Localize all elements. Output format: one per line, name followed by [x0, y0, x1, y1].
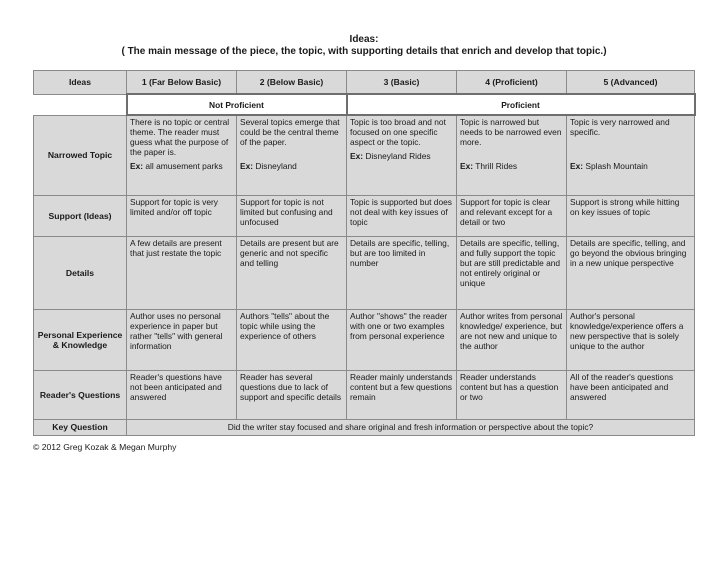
key-question-row: [34, 419, 695, 435]
row-label: Personal Experience & Knowledge: [34, 309, 127, 370]
table-cell: Author writes from personal knowledge/ experience, but are not new and unique to the author: [457, 309, 567, 370]
example-text: Splash Mountain: [583, 161, 648, 171]
key-question-label: Key Question: [34, 419, 127, 435]
table-cell: Details are specific, telling, but are too limited in number: [347, 236, 457, 309]
example: [130, 161, 233, 171]
example-text: Disneyland: [253, 161, 297, 171]
key-question-text: Did the writer stay focused and share original and fresh information or perspective about the topic?: [127, 419, 695, 435]
example-text: all amusement parks: [143, 161, 223, 171]
example: [570, 161, 691, 171]
table-cell: [127, 115, 237, 195]
proficiency-band-row: [34, 94, 695, 115]
column-header: 1 (Far Below Basic): [127, 71, 237, 95]
band-proficient: Proficient: [347, 94, 695, 115]
page-subtitle: ( The main message of the piece, the topic, with supporting details that enrich and develop that topic.): [121, 46, 607, 57]
table-cell: Details are specific, telling, and fully support the topic but are still predictable and not entirely original or unique: [457, 236, 567, 309]
table-cell: Author uses no personal experience in paper but rather "tells" with general information: [127, 309, 237, 370]
cell-text: Several topics emerge that could be the central theme of the paper.: [240, 117, 340, 147]
table-cell: Details are specific, telling, and go beyond the obvious bringing in a new unique perspective: [567, 236, 695, 309]
cell-text: Topic is very narrowed and specific.: [570, 117, 670, 137]
example: [350, 151, 453, 161]
table-row: [34, 370, 695, 419]
rubric-table: [33, 70, 696, 436]
example-prefix: Ex:: [570, 161, 584, 171]
table-cell: Support for topic is very limited and/or off topic: [127, 195, 237, 236]
table-cell: Reader has several questions due to lack of support and specific details: [237, 370, 347, 419]
column-header: 4 (Proficient): [457, 71, 567, 95]
table-cell: Author's personal knowledge/experience offers a new perspective that is solely unique to the author: [567, 309, 695, 370]
table-cell: Author "shows" the reader with one or two examples from personal experience: [347, 309, 457, 370]
row-label: Reader's Questions: [34, 370, 127, 419]
table-cell: [567, 115, 695, 195]
row-label: Narrowed Topic: [34, 115, 127, 195]
table-cell: [347, 115, 457, 195]
row-label: Details: [34, 236, 127, 309]
table-cell: All of the reader's questions have been anticipated and answered: [567, 370, 695, 419]
table-cell: Support for topic is clear and relevant except for a detail or two: [457, 195, 567, 236]
example-prefix: Ex:: [130, 161, 144, 171]
table-cell: Reader mainly understands content but a few questions remain: [347, 370, 457, 419]
band-not-proficient: Not Proficient: [127, 94, 347, 115]
example-prefix: Ex:: [350, 151, 364, 161]
column-header: 3 (Basic): [347, 71, 457, 95]
table-cell: Reader's questions have not been anticipated and answered: [127, 370, 237, 419]
column-header: Ideas: [34, 71, 127, 95]
cell-text: Topic is narrowed but needs to be narrowed even more.: [460, 117, 562, 147]
cell-text: There is no topic or central theme. The reader must guess what the purpose of the paper is.: [130, 117, 230, 157]
table-row: [34, 309, 695, 370]
column-header: 5 (Advanced): [567, 71, 695, 95]
page-title: Ideas:: [349, 34, 379, 45]
example-prefix: Ex:: [460, 161, 474, 171]
table-cell: Support for topic is not limited but confusing and unfocused: [237, 195, 347, 236]
column-header: 2 (Below Basic): [237, 71, 347, 95]
example: [240, 161, 343, 171]
example-text: Thrill Rides: [473, 161, 518, 171]
cell-text: Topic is too broad and not focused on one specific aspect or the topic.: [350, 117, 446, 147]
table-cell: A few details are present that just restate the topic: [127, 236, 237, 309]
table-cell: [237, 115, 347, 195]
table-row: [34, 115, 695, 195]
example: [460, 161, 563, 171]
table-cell: Support is strong while hitting on key issues of topic: [567, 195, 695, 236]
row-label: Support (Ideas): [34, 195, 127, 236]
table-cell: Topic is supported but does not deal with key issues of topic: [347, 195, 457, 236]
example-prefix: Ex:: [240, 161, 254, 171]
table-cell: Details are present but are generic and not specific and telling: [237, 236, 347, 309]
table-cell: Authors "tells" about the topic while using the experience of others: [237, 309, 347, 370]
table-cell: Reader understands content but has a question or two: [457, 370, 567, 419]
table-row: [34, 195, 695, 236]
copyright-notice: © 2012 Greg Kozak & Megan Murphy: [33, 442, 177, 452]
band-spacer: [34, 94, 127, 115]
table-row: [34, 236, 695, 309]
header-row: [34, 71, 695, 95]
table-cell: [457, 115, 567, 195]
example-text: Disneyland Rides: [363, 151, 431, 161]
